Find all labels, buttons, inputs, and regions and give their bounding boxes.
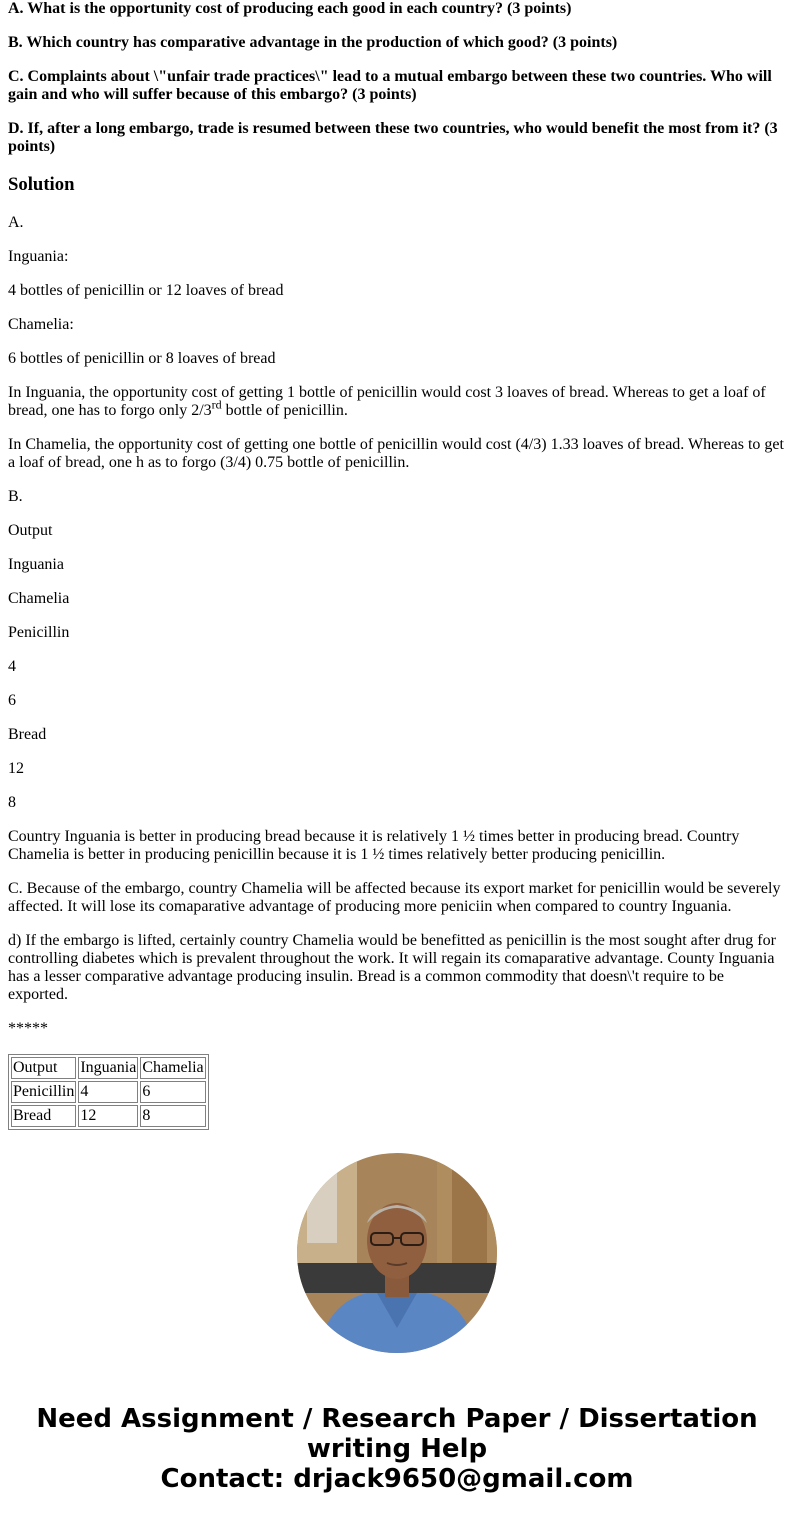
table-cell: Output <box>11 1057 76 1079</box>
flat-table-line: Inguania <box>8 556 64 573</box>
ordinal-suffix: rd <box>211 397 222 412</box>
flat-table-line: Chamelia <box>8 590 70 607</box>
table-cell: 4 <box>78 1081 138 1103</box>
answer-b-label: B. <box>8 488 23 505</box>
flat-table-line: 12 <box>8 760 24 777</box>
chamelia-output: 6 bottles of penicillin or 8 loaves of bread <box>8 350 276 367</box>
question-b: B. Which country has comparative advantage in the production of which good? (3 points) <box>8 34 618 51</box>
answer-b-explanation: Country Inguania is better in producing bread because it is relatively 1 ½ times better in producing bread. Country Chamelia is better in producing penicillin because it is 1 ½ times relatively better producing penicillin. <box>8 828 740 863</box>
inguania-opportunity-cost <box>8 384 786 420</box>
table-cell: 8 <box>140 1105 205 1127</box>
solution-heading: Solution <box>8 174 75 195</box>
inguania-label: Inguania: <box>8 248 69 265</box>
question-d: D. If, after a long embargo, trade is resumed between these two countries, who would benefit the most from it? (3 points) <box>8 120 778 155</box>
flat-table-line: 6 <box>8 692 16 709</box>
answer-a-label: A. <box>8 214 24 231</box>
question-a-partial: A. What is the opportunity cost of producing each good in each country? (3 points) <box>8 0 572 17</box>
flat-table-line: Bread <box>8 726 47 743</box>
banner-line-2: writing Help <box>306 1434 488 1464</box>
table-row <box>11 1105 206 1127</box>
author-avatar <box>297 1153 497 1353</box>
document-body <box>8 0 786 1130</box>
table-cell: Bread <box>11 1105 76 1127</box>
author-portrait-image <box>297 1153 497 1353</box>
answer-c: C. Because of the embargo, country Chamelia will be affected because its export market for penicillin would be severely affected. It will lose its comaparative advantage of producing more peniciin when compared to country Inguania. <box>8 880 781 915</box>
inguania-cost-text-end: bottle of penicillin. <box>221 402 348 419</box>
chamelia-label: Chamelia: <box>8 316 74 333</box>
inguania-output: 4 bottles of penicillin or 12 loaves of bread <box>8 282 284 299</box>
flat-table-line: 8 <box>8 794 16 811</box>
table-row <box>11 1081 206 1103</box>
table-cell: Chamelia <box>140 1057 205 1079</box>
table-cell: Inguania <box>78 1057 138 1079</box>
inguania-cost-text: In Inguania, the opportunity cost of getting 1 bottle of penicillin would cost 3 loaves of bread. Whereas to get a loaf of bread, one has to forgo only 2/3 <box>8 384 766 419</box>
flat-table-line: Penicillin <box>8 624 70 641</box>
table-cell: Penicillin <box>11 1081 76 1103</box>
banner-contact-email: Contact: drjack9650@gmail.com <box>160 1464 634 1494</box>
question-c: C. Complaints about \"unfair trade practices\" lead to a mutual embargo between these two countries. Who will gain and who will suffer because of this embargo? (3 points) <box>8 68 772 103</box>
chamelia-opportunity-cost: In Chamelia, the opportunity cost of getting one bottle of penicillin would cost (4/3) 1.33 loaves of bread. Whereas to get a loaf of bread, one h as to forgo (3/4) 0.75 bottle of penicillin. <box>8 436 784 471</box>
flat-table-line: 4 <box>8 658 16 675</box>
table-cell: 6 <box>140 1081 205 1103</box>
banner-line-1: Need Assignment / Research Paper / Dissertation <box>36 1404 758 1434</box>
separator: ***** <box>8 1020 48 1037</box>
contact-banner <box>0 1404 794 1494</box>
table-header-row <box>11 1057 206 1079</box>
flat-table-line: Output <box>8 522 53 539</box>
answer-d: d) If the embargo is lifted, certainly country Chamelia would be benefitted as penicillin is the most sought after drug for controlling diabetes which is prevalent throughout the work. It will regain its comaparative advantage. County Inguania has a lesser comparative advantage producing insulin. Bread is a common commodity that doesn\'t require to be exported. <box>8 932 776 1003</box>
table-cell: 12 <box>78 1105 138 1127</box>
output-table <box>8 1054 209 1130</box>
